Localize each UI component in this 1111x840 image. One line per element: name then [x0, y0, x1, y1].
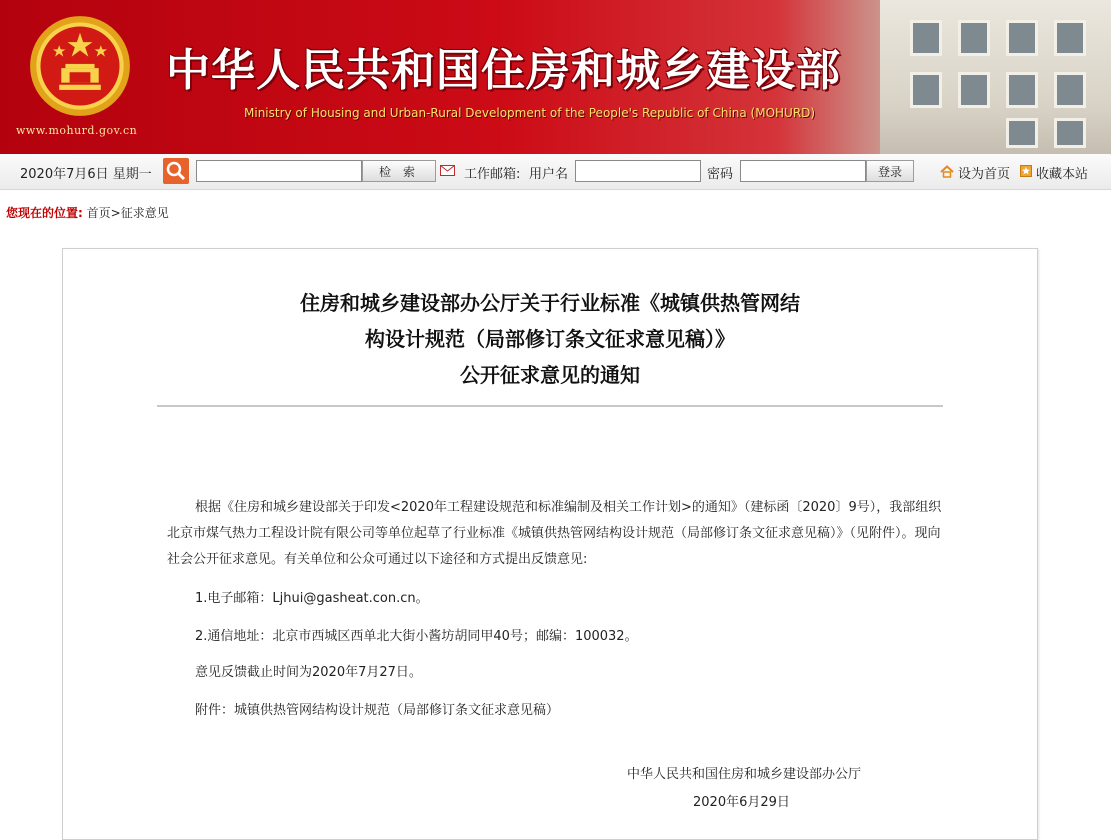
building-photo: [880, 0, 1111, 154]
article-paragraph-intro: 根据《住房和城乡建设部关于印发<2020年工程建设规范和标准编制及相关工作计划>的通知》（建标函〔2020〕9号），我部组织北京市煤气热力工程设计院有限公司等单位起草了行业标准《城镇供热管网结构设计规范（局部修订条文征求意见稿）》（见附件）。现向社会公开征求意见。有关单位和公众可通过以下途径和方式提出反馈意见:: [167, 500, 942, 567]
article-title-line-3: 公开征求意见的通知: [460, 363, 640, 387]
breadcrumb-home-link[interactable]: 首页: [86, 206, 111, 220]
site-title-cn: 中华人民共和国住房和城乡建设部: [166, 45, 841, 96]
search-button[interactable]: 检索: [362, 160, 436, 182]
site-banner: [0, 0, 1111, 154]
signature-date: 2020年6月29日: [693, 795, 790, 810]
username-input[interactable]: [575, 160, 701, 182]
breadcrumb-separator: >: [110, 206, 121, 220]
attachment-link[interactable]: 附件：城镇供热管网结构设计规范（局部修订条文征求意见稿）: [195, 703, 560, 718]
feedback-deadline: 意见反馈截止时间为2020年7月27日。: [195, 665, 422, 680]
title-divider: [157, 405, 943, 407]
search-icon[interactable]: [163, 158, 189, 184]
article-title-line-2: 构设计规范（局部修订条文征求意见稿）》: [365, 327, 735, 351]
national-emblem-icon: [28, 14, 132, 118]
current-date: 2020年7月6日 星期一: [20, 167, 152, 182]
site-url: www.mohurd.gov.cn: [16, 124, 138, 137]
password-input[interactable]: [740, 160, 866, 182]
home-icon[interactable]: [940, 165, 954, 178]
breadcrumb: [6, 204, 169, 221]
username-label: 用户名: [529, 167, 569, 182]
bookmark-link[interactable]: 收藏本站: [1036, 167, 1089, 182]
breadcrumb-prefix: 您现在的位置:: [6, 206, 83, 220]
set-home-link[interactable]: 设为首页: [958, 167, 1011, 182]
article-title-line-1: 住房和城乡建设部办公厅关于行业标准《城镇供热管网结: [300, 291, 800, 315]
article-panel: [62, 248, 1038, 840]
breadcrumb-current: 征求意见: [120, 206, 169, 220]
site-title-en: Ministry of Housing and Urban-Rural Development of the People's Republic of China (MOHURD): [244, 106, 816, 120]
work-mail-label: 工作邮箱:: [464, 167, 521, 182]
bookmark-icon[interactable]: [1020, 165, 1032, 177]
login-button[interactable]: 登录: [866, 160, 914, 182]
feedback-address: 2.通信地址：北京市西城区西单北大街小酱坊胡同甲40号；邮编：100032。: [195, 629, 638, 644]
signature-organization: 中华人民共和国住房和城乡建设部办公厅: [627, 767, 862, 782]
feedback-email: 1.电子邮箱：Ljhui@gasheat.con.cn。: [195, 591, 429, 606]
search-input[interactable]: [196, 160, 362, 182]
top-toolbar: [0, 154, 1111, 190]
mail-icon: [440, 165, 455, 176]
password-label: 密码: [707, 167, 734, 182]
